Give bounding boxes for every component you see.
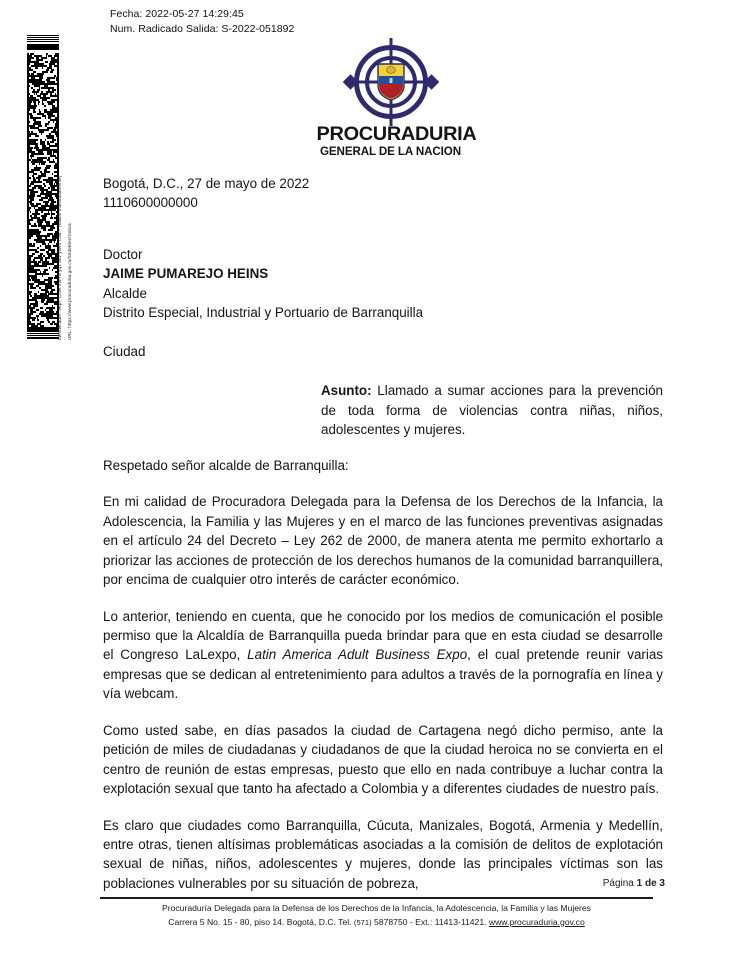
place-date: Bogotá, D.C., 27 de mayo de 2022 (103, 176, 310, 191)
paragraph-2-part2: , el cual pretende reunir varias empresas que se dedican al entretenimiento para adultos a través de la pornografía en línea y vía webcam. (103, 647, 663, 702)
paragraph-3: Como usted sabe, en días pasados la ciudad de Cartagena negó dicho permiso, ante la petición de miles de ciudadanas y ciudadanos de que la ciudad heroica no se convierta en el centro de reunión de estas empresas, puesto que ello en nada contribuye a luchar contra la explotación sexual que tanto ha afectado a Colombia y a diferentes ciudades de nuestro país. (103, 722, 663, 797)
footer-office: Procuraduría Delegada para la Defensa de los Derechos de la Infancia, la Adolescencia, la Familia y las Mujeres (162, 903, 591, 913)
logo-title: PROCURADURIA (316, 123, 477, 145)
pdf417-barcode-icon (27, 35, 59, 340)
internal-code: 1110600000000 (103, 195, 198, 211)
subject-block (321, 381, 663, 440)
logo-subtitle: GENERAL DE LA NACION (320, 144, 461, 158)
spacer (103, 322, 663, 342)
footer-phone-prefix: (571) (353, 917, 372, 927)
greeting-line: Respetado señor alcalde de Barranquilla: (103, 457, 349, 473)
place-and-date-block (103, 174, 663, 212)
subject-label: Asunto: (321, 383, 372, 399)
radicado-numero: Num. Radicado Salida: S-2022-051892 (110, 22, 295, 35)
footer-address-part1: Carrera 5 No. 15 - 80, piso 14. Bogotá, D.C. Tel. (168, 916, 354, 927)
recipient-salutation: Doctor (103, 247, 143, 263)
institution-logo (316, 40, 477, 162)
page-number (603, 878, 665, 889)
page-number-label: Página (602, 878, 634, 889)
recipient-entity: Distrito Especial, Industrial y Portuario de Barranquilla (103, 304, 424, 320)
footer-address-part2: 5878750 - Ext.: 11413-11421. (371, 916, 489, 927)
paragraph-2-part1: Lo anterior, teniendo en cuenta, que he conocido por los medios de comunicación el posible permiso que la Alcaldía de Barranquilla pueda brindar para que en esta ciudad se desarrolle el Congreso LaLexpo, (103, 608, 663, 663)
barcode-block (27, 35, 79, 340)
recipient-city: Ciudad (103, 344, 146, 360)
barcode-url-label: URL: https://www.procuraduria.gov.co/SedeElectronica (67, 223, 72, 340)
footer-block (100, 902, 653, 929)
recipient-role: Alcalde (103, 285, 147, 301)
barcode-identificador-label: Identificador: 9Kp7 Chnk xWY8 yq1 8uv yWr0 Coa – (Valido indefinidamente) (57, 175, 62, 340)
footer-address (100, 916, 653, 930)
radicado-stamp (110, 7, 294, 37)
footer-divider (100, 897, 653, 899)
page-number-value: 1 de 3 (636, 878, 665, 889)
barcode-legend (58, 35, 80, 340)
paragraph-1: En mi calidad de Procuradora Delegada para la Defensa de los Derechos de la Infancia, la Adolescencia, la Familia y las Mujeres y en el marco de las funciones preventivas asignadas en el artículo 24 del Decreto – Ley 262 de 2000, de manera atenta me permito exhortarlo a priorizar las acciones de protección de los derechos humanos de la comunidad barranquillera, por encima de cualquier otro interés de carácter económico. (103, 494, 663, 588)
footer-website-link[interactable]: www.procuraduria.gov.co (488, 916, 585, 927)
procuraduria-seal-icon (349, 40, 433, 124)
paragraph-4: Es claro que ciudades como Barranquilla, Cúcuta, Manizales, Bogotá, Armenia y Medellín, entre otras, tienen altísimas problemáticas asociadas a la comisión de delitos de explotación sexual de niñas, niños, adolescentes y mujeres, donde las principales víctimas son las poblaciones vulnerables por su situación de pobreza, (103, 817, 663, 891)
letter-body (103, 174, 663, 893)
colombia-coat-of-arms-icon (376, 63, 406, 101)
radicado-fecha: Fecha: 2022-05-27 14:29:45 (110, 8, 244, 20)
paragraph-2-emphasis: Latin America Adult Business Expo (247, 647, 468, 663)
recipient-name: JAIME PUMAREJO HEINS (103, 266, 269, 282)
spacer (103, 440, 663, 456)
spacer (103, 361, 663, 381)
subject-text: Llamado a sumar acciones para la prevención de toda forma de violencias contra niñas, niños, adolescentes y mujeres. (321, 383, 663, 438)
spacer (103, 212, 663, 245)
paragraph-2 (103, 607, 663, 704)
recipient-block (103, 245, 663, 322)
